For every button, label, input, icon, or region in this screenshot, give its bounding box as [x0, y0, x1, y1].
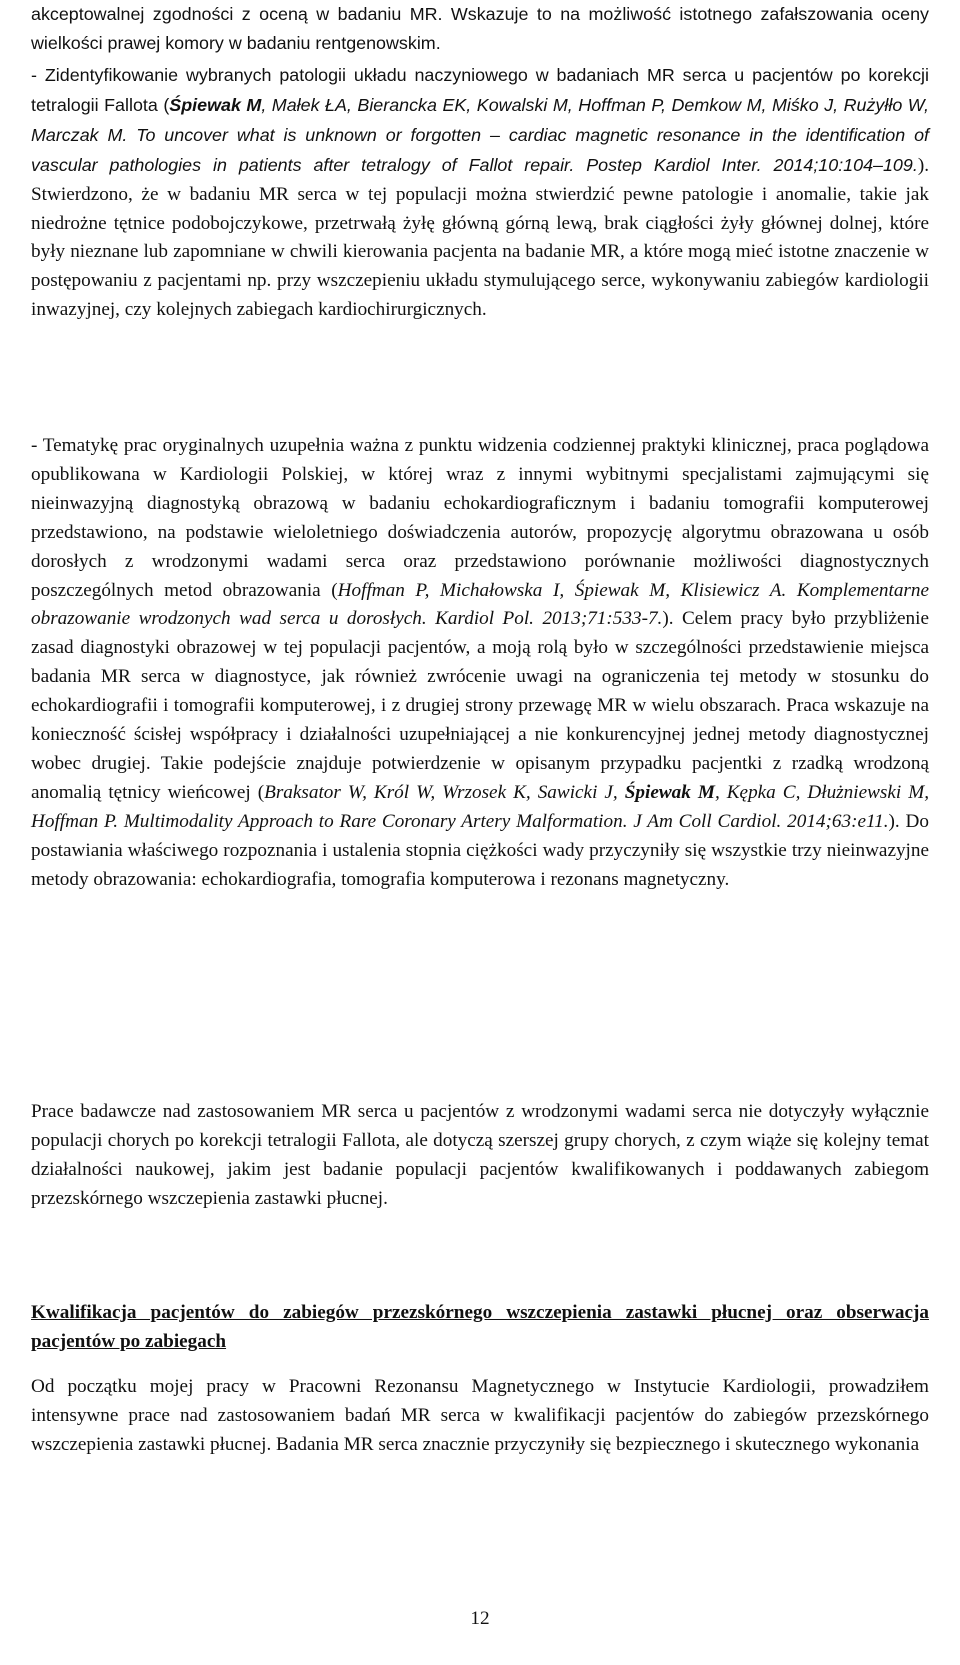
citation-close: ). — [917, 154, 929, 176]
paragraph-body: Stwierdzono, że w badaniu MR serca w tej populacji można stwierdzić pewne patologie i anomalie, takie jak niedrożne tętnice podobojczykowe, przetrwałą żyłę główną górną lewą, brak ciągłości żyły głównej dolnej, które były nieznane lub zapomniane w chwili kierowania pacjenta na badanie MR, a które mogą mieć istotne znaczenie w postępowaniu z pacjentami np. przy wszczepieniu układu stymulującego serce, wykonywaniu zabiegów kardiologii inwazyjnej, czy kolejnych zabiegach kardiochirurgicznych. — [31, 183, 929, 321]
paragraph-intro: - Tematykę prac oryginalnych uzupełnia ważna z punktu widzenia codziennej praktyki klinicznej, praca poglądowa opublikowana w Kardiologii Polskiej, w której wraz z innymi wybitnymi specjalistami zajmującymi się nieinwazyjną diagnostyką obrazową w badaniu echokardiograficznym i badaniu tomografii komputerowej przedstawiono, na podstawie wieloletniego doświadczenia autorów, propozycję algorytmu obrazowana u osób dorosłych z wrodzonymi wadami serca oraz przedstawiono porównanie możliwości diagnostycznych poszczególnych metod obrazowania ( — [31, 435, 929, 601]
paragraph-review-paper — [31, 432, 929, 895]
page-number: 12 — [470, 1608, 490, 1629]
paragraph-text: Od początku mojej pracy w Pracowni Rezonansu Magnetycznego w Instytucie Kardiologii, prowadziłem intensywne prace nad zastosowaniem badań MR serca w kwalifikacji pacjentów do zabiegów przezskórnego wszczepienia zastawki płucnej. Badania MR serca znacznie przyczyniły się bezpiecznego i skutecznego wykonania — [31, 1376, 929, 1455]
section-heading — [31, 1299, 929, 1357]
paragraph-vascular-pathologies — [31, 61, 929, 325]
paragraph-intro: - Zidentyfikowanie wybranych patologii układu naczyniowego w badaniach MR serca u pacjentów po korekcji tetralogii Fallota ( — [31, 65, 929, 115]
citation-reference-part: Braksator W, Król W, Wrzosek K, Sawicki J, — [264, 781, 625, 803]
paragraph-continuation — [31, 0, 929, 58]
paragraph-qualification — [31, 1373, 929, 1460]
author-highlight: Śpiewak M — [624, 781, 715, 803]
citation-reference: Hoffman P, Michałowska I, Śpiewak M, Klisiewicz A. Komplementarne obrazowanie wrodzonych wad serca u dorosłych. Kardiol Pol. 2013;71:533-7. — [31, 579, 930, 630]
paragraph-body-end: ). Do postawiania właściwego rozpoznania i ustalenia stopnia ciężkości wady przyczyniły się wszystkie trzy nieinwazyjne metody obrazowania: echokardiografia, tomografia komputerowa i rezonans magnetyczny. — [31, 810, 929, 890]
author-highlight: Śpiewak M — [169, 94, 262, 115]
citation-reference-part: , Kępka C, Dłużniewski M, Hoffman P. Multimodality Approach to Rare Coronary Artery Malformation. J Am Coll Cardiol. 2014;63:e11. — [31, 781, 929, 832]
citation-reference: , Małek ŁA, Bierancka EK, Kowalski M, Hoffman P, Demkow M, Miśko J, Rużyłło W, Marczak M. To uncover what is unknown or forgotten – cardiac magnetic resonance in the identification of vascular pathologies in patients after tetralogy of Fallot repair. Postep Kardiol Inter. 2014;10:104–109. — [31, 94, 929, 175]
paragraph-text: Prace badawcze nad zastosowaniem MR serca u pacjentów z wrodzonymi wadami serca nie dotyczyły wyłącznie populacji chorych po korekcji tetralogii Fallota, ale dotyczą szerszej grupy chorych, z czym wiąże się kolejny temat działalności naukowej, jakim jest badanie populacji pacjentów kwalifikowanych i poddawanych zabiegom przezskórnego wszczepienia zastawki płucnej. — [31, 1101, 929, 1209]
paragraph-body: ). Celem pracy było przybliżenie zasad diagnostyki obrazowej w tej populacji pacjentów, a moją rolą było w szczególności przedstawienie miejsca badania MR serca w diagnostyce, jak również zwrócenie uwagi na ograniczenia tej metody w stosunku do echokardiografii i tomografii komputerowej, i z drugiej strony przewagę MR w wielu obszarach. Praca wskazuje na konieczność ścisłej współpracy i działalności uzupełniającej a nie konkurencyjnej jednej metody diagnostycznej wobec drugiej. Takie podejście znajduje potwierdzenie w opisanym przypadku pacjentki z rzadką wrodzoną anomalią tętnicy wieńcowej ( — [31, 608, 929, 803]
section-title: Kwalifikacja pacjentów do zabiegów przezskórnego wszczepienia zastawki płucnej oraz obserwacja pacjentów po zabiegach — [31, 1302, 929, 1352]
paragraph-text: akceptowalnej zgodności z oceną w badaniu MR. Wskazuje to na możliwość istotnego zafałszowania oceny wielkości prawej komory w badaniu rentgenowskim. — [31, 4, 929, 53]
paragraph-research — [31, 1098, 929, 1214]
